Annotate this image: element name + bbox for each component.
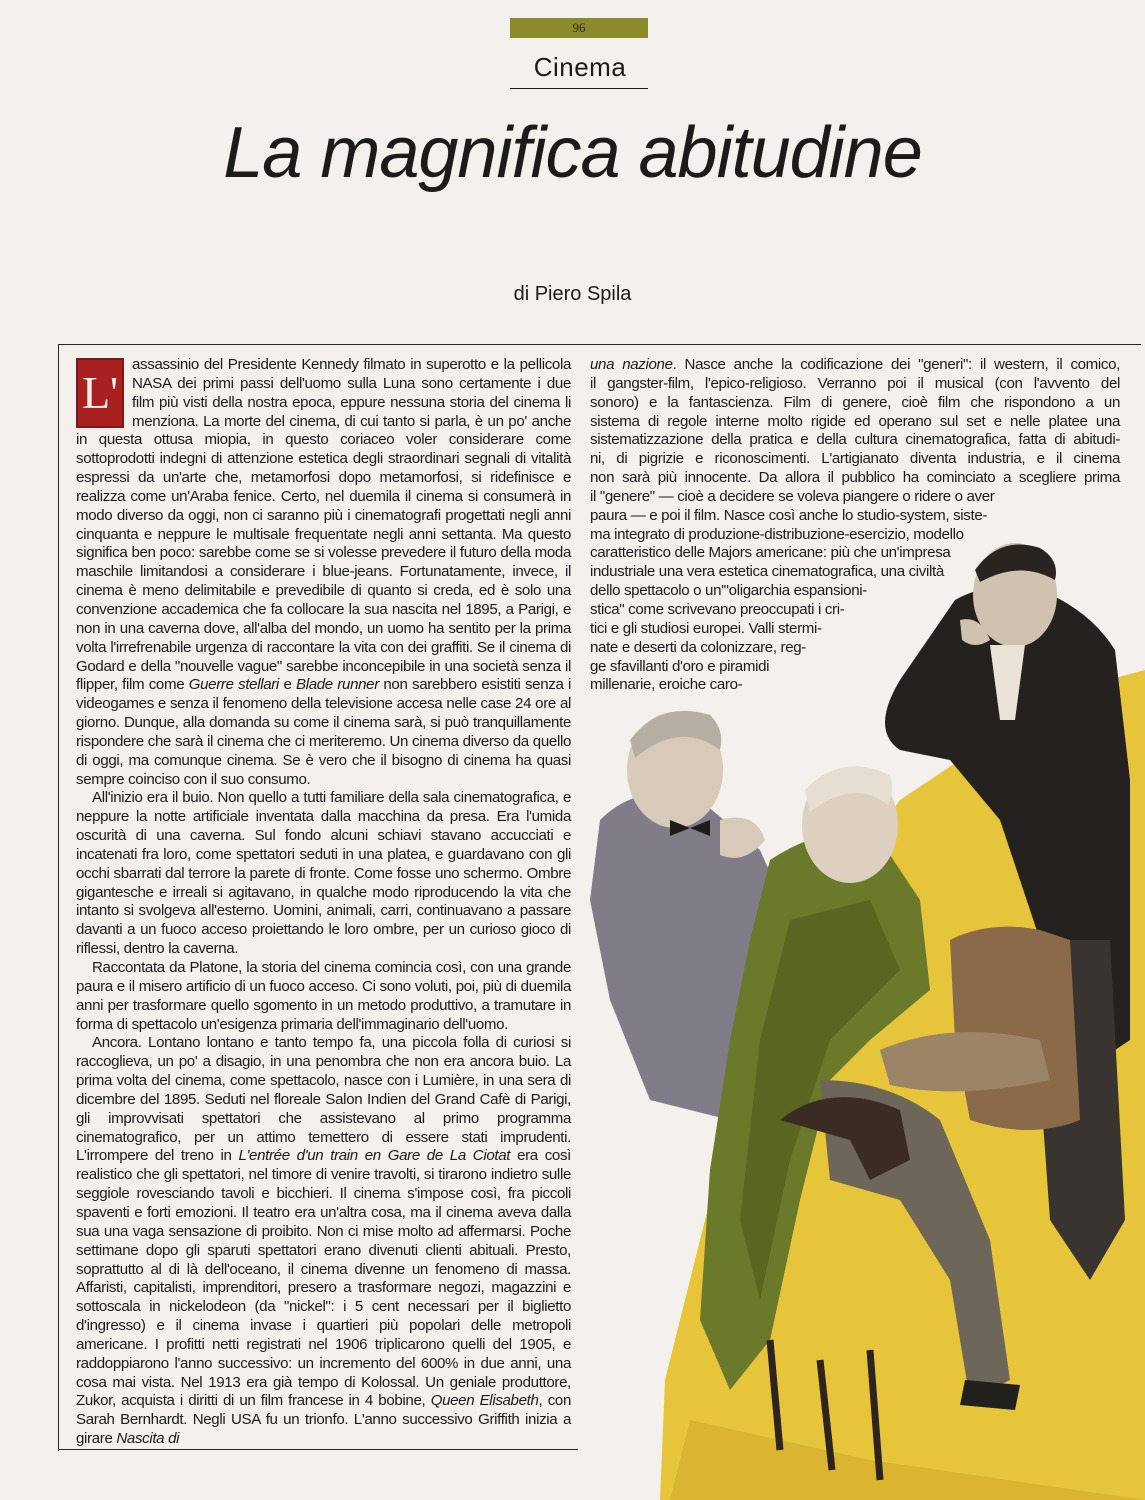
text-line: stica" come scrivevano preoccupati i cri-	[590, 600, 845, 618]
paragraph: L' assassinio del Presidente Kennedy filmato in superotto e la pellicola NASA dei primi passi dell'uomo sulla Luna sono certamente i due film più visti della nostra epoca, eppure nessuna storia del cinema li menziona. La morte del cinema, di cui tanto si parla, è un po' anche in questa ottusa miopia, in questo coriaceo voler considerare come sottoprodotti indegni di attenzione estetica degli straordinari segnali di vitalità espressi da un'arte che, metamorfosi dopo metamorfosi, si ridefinisce e realizza come un'Araba fenice. Certo, nel duemila il cinema si consumerà in modo diverso da oggi, non ci saranno più i cinematografi progettati negli anni cinquanta e neppure le multisale frequentate negli anni settanta. Ma questo significa ben poco: sarebbe come se si volesse prevedere il futuro della moda maschile limitandosi a considerare i blue-jeans. Fortunatamente, invece, il cinema è meno delimitabile e prevedibile di quanto si creda, ed è solo una convenzione accademica che fa collocare la sua nascita nel 1895, a Parigi, e non in una caverna dove, all'alba del mondo, un uomo ha sentito per la prima volta l'irrefrenabile urgenza di raccontare la vita con dei graffiti. Se il cinema di Godard e della "nouvelle vague" sarebbe inconcepibile in una società senza il flipper, film come Guerre stellari e Blade runner non sarebbero esistiti senza i videogames e senza il fenomeno della televisione accesa nelle case 24 ore al giorno. Dunque, alla domanda su come il cinema sarà, si può tranquillamente rispondere che sarà il cinema che ci meriteremo. Un cinema diverso da quello di oggi, ma comunque cinema. Se è vero che il bisogno di cinema ha quasi sempre coinciso con il suo consumo.	[76, 356, 571, 788]
text-line: sistema di regole interne molto rigide ed operano sul set e nelle platee una	[590, 412, 1120, 430]
text-line: ge sfavillanti d'oro e piramidi	[590, 657, 770, 675]
text-line: non sarà più innocente. Da allora il pubblico ha cominciato a scegliere prima	[590, 469, 1120, 487]
paragraph: Raccontata da Platone, la storia del cinema comincia così, con una grande paura e il misero artificio di un fuoco acceso. Ci sono voluti, poi, più di duemila anni per trasformare quello sgomento in un metodo produttivo, a tramutare in forma di spettacolo un'esigenza primaria dell'immaginario dell'uomo.	[76, 959, 571, 1033]
text-line: paura — e poi il film. Nasce così anche lo studio-system, siste-	[590, 506, 988, 524]
text-line: ni, di pigrizie e riconoscimenti. L'artigianato diventa industria, e il cinema	[590, 450, 1120, 468]
frame-bottom-rule	[58, 1449, 578, 1450]
section-rule	[510, 88, 648, 89]
paragraph: All'inizio era il buio. Non quello a tutti familiare della sala cinematografica, e neppure la notte artificiale inventata dalla macchina da presa. Era l'umida oscurità di una caverna. Sul fondo alcuni schiavi stavano accucciati e incatenati fra loro, come spettatori seduti in una platea, e guardavano con gli occhi sbarrati dal terrore la parete di fronte. Come fosse uno schermo. Ombre gigantesche e irreali si agitavano, in qualche modo riproducendo la vita che intanto si svolgeva all'esterno. Uomini, animali, carri, continuavano a passare davanti a un fuoco acceso proiettando le loro ombre, per un curioso gioco di riflessi, dentro la caverna.	[76, 789, 571, 958]
collage-photo	[570, 520, 1145, 1500]
text-line: caratteristico delle Majors americane: più che un'impresa	[590, 544, 951, 562]
paragraph: Ancora. Lontano lontano e tanto tempo fa, una piccola folla di curiosi si raccoglieva, un po' a disagio, in una penombra che non era ancora buio. La prima volta del cinema, come spettacolo, nasce con i Lumière, in una sera di dicembre del 1895. Seduti nel floreale Salon Indien del Grand Cafè di Parigi, gli improvvisati spettatori che assistevano al primo programma cinematografico, per un attimo temettero di essere stati imprudenti. L'irrompere del treno in L'entrée d'un train en Gare de La Ciotat era così realistico che gli spettatori, nel timore di venire travolti, si tirarono indietro sulle seggiole rovesciando tavoli e bicchieri. Il cinema s'impose così, fra piccoli spaventi e forti emozioni. Il teatro era un'altra cosa, ma il cinema aveva dalla sua una vaga sensazione di proibito. Non ci mise molto ad affermarsi. Poche settimane dopo gli sparuti spettatori erano divenuti clienti abituali. Presto, soprattutto al di là dell'oceano, il cinema divenne un fenomeno di massa. Affaristi, capitalisti, imprenditori, presero a trasformare negozi, magazzini e sottoscala in nickelodeon (da "nickel": i 5 cent necessari per il biglietto d'ingresso) e il cinema invase i quartieri più popolari delle metropoli americane. I profitti netti registrati nel 1906 triplicarono quelli del 1905, e raddoppiarono l'anno successivo: un incremento del 600% in due anni, una cosa mai vista. Nel 1913 era già tempo di Kolossal. Un geniale produttore, Zukor, acquista i diritti di un film francese in 4 bobine, Queen Elisabeth, con Sarah Bernhardt. Negli USA fu un trionfo. L'anno successivo Griffith inizia a girare Nascita di	[76, 1034, 572, 1448]
page-number: 96	[510, 18, 648, 38]
text-line: millenarie, eroiche caro-	[590, 676, 743, 694]
section-label: Cinema	[533, 52, 627, 82]
text-line: nate e deserti da colonizzare, reg-	[590, 638, 806, 656]
text-line: industriale una vera estetica cinematografica, una civiltà	[590, 563, 944, 581]
text-line: ma integrato di produzione-distribuzione-esercizio, modello	[590, 525, 964, 543]
barrel	[950, 927, 1080, 1130]
text-line: il "genere" — cioè a decidere se voleva piangere o ridere o aver	[590, 487, 995, 505]
text-line: una nazione. Nasce anche la codificazione dei "generi": il western, il comico,	[590, 356, 1120, 373]
shoe	[960, 1380, 1020, 1410]
article-title: La magnifica abitudine	[223, 113, 922, 193]
text-line: tici e gli studiosi europei. Valli stermi-	[590, 619, 822, 637]
text-line: sistematizzazione della pratica e della cultura cinematografica, fatta di abitudi-	[590, 431, 1120, 449]
collage-illustration	[570, 520, 1145, 1500]
drop-cap: L'	[76, 358, 124, 428]
byline: di Piero Spila	[513, 283, 632, 305]
text-line: il gangster-film, l'epico-religioso. Verranno poi il musical (con l'avvento del	[590, 374, 1120, 392]
text-line: dello spettacolo o un'"oligarchia espansioni-	[590, 582, 867, 600]
left-column	[76, 356, 571, 1449]
text-line: sonoro) e la fantascienza. Film di genere, cioè film che rispondono a un	[590, 393, 1120, 411]
